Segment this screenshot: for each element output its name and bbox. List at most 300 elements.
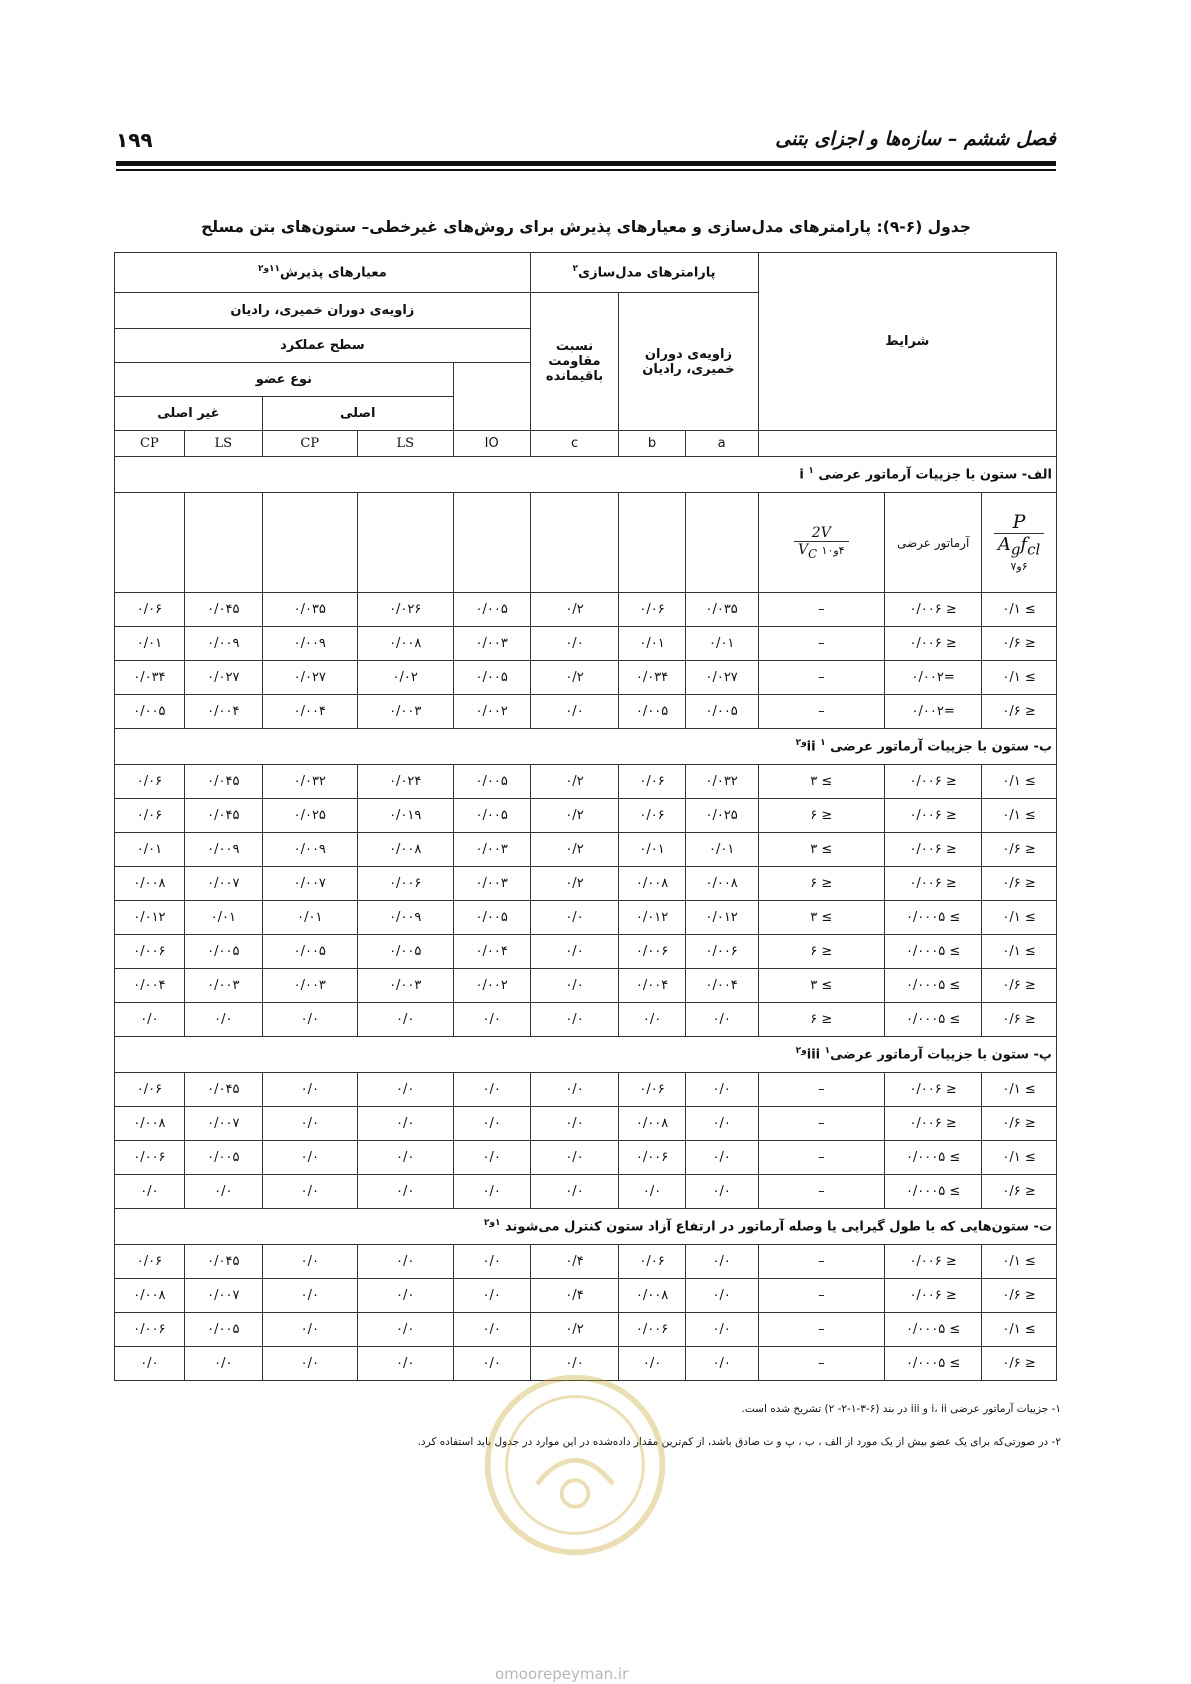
shear-ratio-den	[794, 542, 849, 561]
table-cell: ۰/۰۰۶	[115, 1141, 185, 1175]
col-label-c: c	[530, 431, 619, 457]
table-cell: ۰/۰۰۶	[115, 935, 185, 969]
table-cell: ≤ ۰/۶	[982, 1107, 1057, 1141]
table-cell: ۰/۰	[453, 1279, 530, 1313]
table-cell: ۰/۰۱۲	[619, 901, 685, 935]
io-spacer	[453, 363, 530, 431]
table-cell: ۰/۰۰۹	[357, 901, 453, 935]
table-cell: ۰/۰	[184, 1347, 262, 1381]
table-cell: ۰/۰	[453, 1107, 530, 1141]
table-cell: ۰/۰	[357, 1347, 453, 1381]
table-cell: ≥ ۰/۱	[982, 901, 1057, 935]
section-title-text: ب- ستون با جزییات آرماتور عرضی ii	[806, 739, 1052, 755]
table-cell: ۰/۰	[530, 1003, 619, 1037]
table-row	[115, 1107, 1057, 1141]
conditions-label-spacer	[758, 431, 1056, 457]
table-cell: ۰/۰۰۸	[115, 1107, 185, 1141]
table-cell: ۰/۰۰۳	[357, 969, 453, 1003]
table-cell: ۰/۰۶	[115, 799, 185, 833]
table-cell: ۰/۰۰۵	[685, 695, 758, 729]
table-cell: ۰/۰	[262, 1313, 357, 1347]
table-cell: ۰/۰	[619, 1347, 685, 1381]
table-cell: ۰/۰	[685, 1141, 758, 1175]
table-cell: ۰/۰۳۲	[262, 765, 357, 799]
table-cell: ۰/۰۰۷	[184, 867, 262, 901]
table-cell: ≤ ۰/۶	[982, 1003, 1057, 1037]
table-cell: ۰/۰	[530, 1107, 619, 1141]
acceptance-criteria-table	[114, 252, 1057, 1381]
table-row	[115, 1073, 1057, 1107]
table-cell: ۰/۰۳۵	[685, 593, 758, 627]
table-row	[115, 935, 1057, 969]
section-title-text: پ- ستون با جزییات آرماتور عرضیiii	[806, 1047, 1052, 1063]
table-cell: ≥ ۳	[758, 969, 885, 1003]
table-cell: ۰/۰۰۵	[184, 935, 262, 969]
table-cell: ۰/۰۲۴	[357, 765, 453, 799]
table-cell: ۰/۰۲۶	[357, 593, 453, 627]
axial-ratio-header	[982, 493, 1057, 593]
table-cell: ≥ ۰/۱	[982, 935, 1057, 969]
table-cell: ≤ ۶	[758, 1003, 885, 1037]
table-cell: ۰/۰۳۴	[115, 661, 185, 695]
table-cell: ۰/۰	[262, 1347, 357, 1381]
table-cell: ۰/۰۶	[619, 593, 685, 627]
table-cell: ۰/۰۰۹	[262, 833, 357, 867]
table-cell: ۰/۰	[357, 1003, 453, 1037]
section-title-text: ت- ستون‌هایی که با طول گیرایی یا وصله آرماتور در ارتفاع آزاد ستون کنترل می‌شوند	[505, 1219, 1052, 1235]
table-cell: ۰/۰۰۵	[453, 765, 530, 799]
table-cell: ۰/۰۰۵	[453, 661, 530, 695]
table-cell: =۰/۰۰۲	[885, 695, 982, 729]
table-cell: ۰/۰۰۶	[619, 935, 685, 969]
table-cell: ۰/۰	[530, 627, 619, 661]
table-cell: ≥ ۰/۱	[982, 1245, 1057, 1279]
table-cell: ۰/۰۱۲	[115, 901, 185, 935]
modeling-params-label: پارامترهای مدل‌سازی	[578, 265, 716, 281]
col-label-a: a	[685, 431, 758, 457]
residual-strength-header: نسبت مقاومت باقیمانده	[530, 293, 619, 431]
table-cell: –	[758, 1279, 885, 1313]
col-label-ls-secondary: LS	[184, 431, 262, 457]
table-cell: ۰/۰	[685, 1073, 758, 1107]
table-row	[115, 901, 1057, 935]
table-cell: ۰/۰۶	[619, 1245, 685, 1279]
parameter-header-spacer	[262, 493, 357, 593]
table-cell: ≤ ۰/۰۰۶	[885, 593, 982, 627]
table-cell: ۰/۰	[619, 1003, 685, 1037]
shear-ratio-num: 2V	[794, 525, 849, 542]
table-cell: ۰/۰۲۷	[262, 661, 357, 695]
table-cell: ۰/۰۰۶	[619, 1141, 685, 1175]
axial-ratio-den-f-sub: cl	[1027, 540, 1041, 559]
table-cell: ۰/۰۰۳	[453, 833, 530, 867]
table-cell: ≤ ۰/۰۰۶	[885, 1073, 982, 1107]
table-cell: ۰/۰	[115, 1175, 185, 1209]
table-cell: ۰/۰۶	[619, 799, 685, 833]
table-cell: ۰/۰۰۵	[453, 593, 530, 627]
table-cell: ۰/۰۰۶	[115, 1313, 185, 1347]
table-cell: ۰/۰	[685, 1347, 758, 1381]
table-caption: جدول (۶-۹): پارامترهای مدل‌سازی و معیارهای پذیرش برای روش‌های غیرخطی– ستون‌های بتن مسلح	[201, 218, 971, 236]
table-cell: ۰/۰۰۶	[685, 935, 758, 969]
table-cell: ۰/۰	[262, 1003, 357, 1037]
table-cell: ۰/۰۰۹	[262, 627, 357, 661]
table-row	[115, 1141, 1057, 1175]
table-cell: ≤ ۰/۰۰۶	[885, 765, 982, 799]
table-cell: ۰/۰۳۴	[619, 661, 685, 695]
table-cell: ۰/۰	[685, 1175, 758, 1209]
table-cell: –	[758, 1313, 885, 1347]
table-row	[115, 593, 1057, 627]
table-cell: ۰/۰	[453, 1175, 530, 1209]
table-cell: ۰/۲	[530, 799, 619, 833]
table-cell: ۰/۰	[357, 1141, 453, 1175]
table-cell: ≤ ۰/۰۰۶	[885, 867, 982, 901]
footnote-1: ۱- جزییات آرماتور عرضی i، ii و iii در بند (۶-۳-۱-۲- ۲) تشریح شده است.	[741, 1403, 1061, 1415]
page-header	[116, 128, 1056, 156]
table-row	[115, 765, 1057, 799]
table-cell: ۰/۰۲۷	[184, 661, 262, 695]
section-title-sup: ۱و۲	[483, 1218, 501, 1229]
table-row	[115, 799, 1057, 833]
col-label-b: b	[619, 431, 685, 457]
table-cell: ۰/۲	[530, 867, 619, 901]
table-cell: ≤ ۰/۶	[982, 1175, 1057, 1209]
table-cell: ۰/۰۶	[115, 1245, 185, 1279]
table-cell: ۰/۰۰۸	[619, 1107, 685, 1141]
table-row	[115, 627, 1057, 661]
table-cell: ۰/۰	[262, 1175, 357, 1209]
parameter-header-spacer	[530, 493, 619, 593]
table-cell: ۰/۲	[530, 661, 619, 695]
table-cell: ۰/۰۰۷	[184, 1107, 262, 1141]
table-cell: ۰/۰	[115, 1003, 185, 1037]
table-cell: ۰/۰	[453, 1313, 530, 1347]
table-cell: ۰/۰	[530, 901, 619, 935]
table-cell: ۰/۰۰۴	[115, 969, 185, 1003]
secondary-header: غیر اصلی	[115, 397, 263, 431]
table-cell: –	[758, 1175, 885, 1209]
table-cell: ≥ ۳	[758, 833, 885, 867]
table-cell: ≤ ۰/۶	[982, 867, 1057, 901]
table-cell: ۰/۰	[530, 935, 619, 969]
table-cell: ۰/۰	[685, 1279, 758, 1313]
acceptance-criteria-header	[115, 253, 531, 293]
table-cell: ۰/۰	[530, 1073, 619, 1107]
table-cell: ۰/۰۶	[619, 1073, 685, 1107]
table-cell: ۰/۰۲۵	[262, 799, 357, 833]
table-cell: ≥ ۰/۰۰۰۵	[885, 969, 982, 1003]
table-cell: ≥ ۰/۰۰۰۵	[885, 1313, 982, 1347]
table-cell: ۰/۰۲۷	[685, 661, 758, 695]
table-cell: ۰/۰	[357, 1175, 453, 1209]
table-cell: ۰/۰۱	[619, 627, 685, 661]
table-cell: ۰/۰۱۹	[357, 799, 453, 833]
modeling-params-header	[530, 253, 758, 293]
table-cell: ≥ ۳	[758, 765, 885, 799]
table-cell: ≤ ۰/۰۰۶	[885, 1279, 982, 1313]
table-cell: ۰/۰	[619, 1175, 685, 1209]
table-cell: ۰/۰	[530, 1175, 619, 1209]
col-label-cp-primary: CP	[262, 431, 357, 457]
table-cell: ۰/۰	[685, 1245, 758, 1279]
table-cell: ≤ ۶	[758, 935, 885, 969]
table-cell: ۰/۰۱	[115, 627, 185, 661]
table-cell: ۰/۰۰۴	[184, 695, 262, 729]
table-cell: ≥ ۰/۱	[982, 1141, 1057, 1175]
table-cell: ≥ ۰/۱	[982, 765, 1057, 799]
table-cell: ۰/۰۰۴	[262, 695, 357, 729]
footnote-2: ۲- در صورتی‌که برای یک عضو بیش از یک مورد از الف ، ب ، پ و ت صادق باشد، از کم‌ترین مقدار داده‌شده در این موارد در جدول باید استفاده کرد.	[417, 1436, 1061, 1448]
table-cell: ≥ ۰/۱	[982, 1073, 1057, 1107]
table-cell: ۰/۰۱	[685, 627, 758, 661]
table-row	[115, 1279, 1057, 1313]
table-cell: ۰/۰۰۷	[262, 867, 357, 901]
header-rule-thin	[116, 169, 1056, 171]
table-cell: ۰/۰۰۵	[619, 695, 685, 729]
axial-ratio-den	[994, 534, 1044, 559]
table-cell: ۰/۰	[184, 1175, 262, 1209]
table-cell: ≤ ۰/۰۰۶	[885, 627, 982, 661]
table-row	[115, 1003, 1057, 1037]
axial-ratio-den-a: A	[997, 534, 1011, 556]
section-title-sup: ۱و۲	[795, 738, 826, 749]
table-cell: ۰/۰	[115, 1347, 185, 1381]
table-cell: ≤ ۰/۶	[982, 1347, 1057, 1381]
table-cell: ≥ ۰/۰۰۰۵	[885, 1141, 982, 1175]
table-cell: ۰/۰۱	[619, 833, 685, 867]
table-cell: ۰/۰۳۵	[262, 593, 357, 627]
table-row	[115, 867, 1057, 901]
parameter-header-spacer	[115, 493, 185, 593]
axial-ratio-note: ۶و۷	[1010, 559, 1028, 573]
section-title	[115, 1209, 1057, 1245]
section-title	[115, 1037, 1057, 1073]
table-cell: ۰/۰۰۳	[453, 627, 530, 661]
section-title-row	[115, 1209, 1057, 1245]
table-cell: ≤ ۶	[758, 799, 885, 833]
table-cell: ۰/۰۴۵	[184, 593, 262, 627]
table-cell: ≥ ۳	[758, 901, 885, 935]
table-cell: ۰/۰۰۷	[184, 1279, 262, 1313]
table-cell: ≥ ۰/۱	[982, 661, 1057, 695]
table-cell: ۰/۰۴۵	[184, 799, 262, 833]
table-cell: ۰/۰۶	[115, 1073, 185, 1107]
table-cell: ۰/۰	[357, 1313, 453, 1347]
table-cell: ≤ ۰/۶	[982, 833, 1057, 867]
table-cell: ۰/۰۱	[262, 901, 357, 935]
parameter-header-spacer	[453, 493, 530, 593]
member-type-header: نوع عضو	[115, 363, 454, 397]
table-cell: ۰/۰	[530, 1141, 619, 1175]
table-cell: ۰/۰۶	[115, 593, 185, 627]
table-cell: ≤ ۰/۰۰۶	[885, 799, 982, 833]
table-cell: ۰/۰۱	[115, 833, 185, 867]
table-row	[115, 1245, 1057, 1279]
table-cell: ۰/۰۱	[184, 901, 262, 935]
table-cell: ۰/۰۱	[685, 833, 758, 867]
table-cell: ۰/۰۰۵	[184, 1141, 262, 1175]
table-cell: ۰/۰	[357, 1107, 453, 1141]
shear-ratio-fraction	[794, 525, 849, 561]
section-title	[115, 457, 1057, 493]
table-cell: ≥ ۰/۰۰۰۵	[885, 1175, 982, 1209]
modeling-params-sup: ۲	[572, 264, 579, 275]
table-cell: –	[758, 1073, 885, 1107]
table-cell: ۰/۰۰۵	[262, 935, 357, 969]
table-cell: –	[758, 695, 885, 729]
table-cell: ۰/۰۰۹	[184, 833, 262, 867]
publisher-seal-watermark	[480, 1370, 670, 1560]
table-cell: ۰/۰۲	[357, 661, 453, 695]
table-cell: ۰/۰۰۸	[619, 867, 685, 901]
table-cell: ۰/۰۰۳	[262, 969, 357, 1003]
table-cell: ۰/۰	[357, 1279, 453, 1313]
axial-ratio-num: P	[994, 511, 1044, 534]
acceptance-criteria-label: معیارهای پذیرش	[280, 265, 387, 281]
table-cell: ۰/۰۴۵	[184, 765, 262, 799]
table-cell: ۰/۰۰۴	[685, 969, 758, 1003]
table-cell: ۰/۰۰۶	[619, 1313, 685, 1347]
table-cell: ≥ ۰/۰۰۰۵	[885, 935, 982, 969]
table-cell: ۰/۰۰۵	[184, 1313, 262, 1347]
section-title-text: الف- ستون با جزییات آرماتور عرضی i	[799, 467, 1052, 483]
table-row	[115, 1313, 1057, 1347]
table-cell: ۰/۲	[530, 765, 619, 799]
plastic-rotation-header: زاویه‌ی دوران خمیری، رادیان	[115, 293, 531, 329]
section-title-row	[115, 729, 1057, 765]
table-cell: ۰/۰	[453, 1073, 530, 1107]
table-cell: ۰/۴	[530, 1279, 619, 1313]
section-title-row	[115, 1037, 1057, 1073]
table-cell: –	[758, 1107, 885, 1141]
table-cell: ۰/۰۰۶	[357, 867, 453, 901]
table-cell: ≥ ۰/۰۰۰۵	[885, 901, 982, 935]
table-cell: ۰/۰	[453, 1245, 530, 1279]
plastic-rotation-ab-header: زاویه‌ی دوران خمیری، رادیان	[619, 293, 758, 431]
table-row	[115, 833, 1057, 867]
axial-ratio-fraction	[994, 511, 1044, 574]
table-cell: ۰/۲	[530, 593, 619, 627]
parameter-header-spacer	[357, 493, 453, 593]
table-cell: ۰/۰	[530, 969, 619, 1003]
table-cell: ۰/۰۰۸	[115, 1279, 185, 1313]
table-cell: ≥ ۰/۱	[982, 593, 1057, 627]
shear-ratio-note: ۴و۱۰	[821, 543, 845, 557]
table-cell: ۰/۰	[453, 1141, 530, 1175]
table-cell: =۰/۰۰۲	[885, 661, 982, 695]
table-cell: ≥ ۰/۱	[982, 799, 1057, 833]
conditions-header: شرایط	[758, 253, 1056, 431]
table-cell: ۰/۰۰۹	[184, 627, 262, 661]
page-number: ۱۹۹	[116, 128, 153, 152]
table-cell: –	[758, 627, 885, 661]
col-label-io: IO	[453, 431, 530, 457]
table-cell: ۰/۰۰۲	[453, 695, 530, 729]
table-cell: ۰/۰۱۲	[685, 901, 758, 935]
table-cell: ≤ ۰/۰۰۶	[885, 1245, 982, 1279]
table-cell: ۰/۰۰۴	[619, 969, 685, 1003]
table-cell: ۰/۰	[685, 1313, 758, 1347]
table-cell: ۰/۰	[262, 1279, 357, 1313]
col-label-ls-primary: LS	[357, 431, 453, 457]
section-title-row	[115, 457, 1057, 493]
table-cell: ۰/۰۰۳	[184, 969, 262, 1003]
table-cell: ≤ ۶	[758, 867, 885, 901]
parameter-header-spacer	[619, 493, 685, 593]
transverse-header: آرماتور عرضی	[885, 493, 982, 593]
acceptance-criteria-sup: ۱۱و۲	[257, 264, 281, 275]
table-cell: ≤ ۰/۶	[982, 1279, 1057, 1313]
table-cell: ۰/۰	[262, 1141, 357, 1175]
table-cell: ۰/۰۳۲	[685, 765, 758, 799]
primary-header: اصلی	[262, 397, 453, 431]
table-cell: ۰/۴	[530, 1245, 619, 1279]
header-rule-thick	[116, 161, 1056, 166]
shear-ratio-den-sub: C	[808, 546, 818, 561]
table-cell: ۰/۰۴۵	[184, 1245, 262, 1279]
table-cell: ۰/۰	[262, 1073, 357, 1107]
axial-ratio-den-f: f	[1020, 534, 1028, 556]
table-cell: ۰/۰	[262, 1245, 357, 1279]
table-cell: ۰/۰	[453, 1347, 530, 1381]
table-cell: ۰/۰	[453, 1003, 530, 1037]
table-row	[115, 1175, 1057, 1209]
shear-ratio-header	[758, 493, 885, 593]
table-cell: ۰/۰	[685, 1107, 758, 1141]
section-title	[115, 729, 1057, 765]
table-cell: ۰/۰۰۵	[115, 695, 185, 729]
table-cell: ۰/۰۶	[115, 765, 185, 799]
table-cell: ۰/۰۰۸	[357, 627, 453, 661]
table-cell: ≥ ۰/۰۰۰۵	[885, 1003, 982, 1037]
table-cell: ۰/۰۶	[619, 765, 685, 799]
table-cell: ≤ ۰/۶	[982, 969, 1057, 1003]
table-cell: ۰/۰	[685, 1003, 758, 1037]
table-cell: ۰/۰۲۵	[685, 799, 758, 833]
table-cell: ۰/۰	[357, 1073, 453, 1107]
table-cell: ۰/۰۰۸	[357, 833, 453, 867]
parameter-header-spacer	[184, 493, 262, 593]
table-cell: ۰/۰۰۸	[619, 1279, 685, 1313]
table-cell: ۰/۲	[530, 833, 619, 867]
table-cell: ۰/۰۰۳	[357, 695, 453, 729]
table-cell: ۰/۰	[530, 695, 619, 729]
table-cell: ۰/۰۰۸	[685, 867, 758, 901]
shear-ratio-den-v: V	[798, 541, 809, 558]
table-cell: ۰/۰۰۳	[453, 867, 530, 901]
table-cell: ≤ ۰/۶	[982, 695, 1057, 729]
table-cell: ۰/۰۰۸	[115, 867, 185, 901]
table-row	[115, 695, 1057, 729]
col-label-cp-secondary: CP	[115, 431, 185, 457]
table-cell: –	[758, 1141, 885, 1175]
table-cell: ۰/۰۴۵	[184, 1073, 262, 1107]
table-cell: ۰/۰	[262, 1107, 357, 1141]
table-cell: ۰/۰۰۵	[357, 935, 453, 969]
section-title-sup: ۱و۲	[795, 1046, 831, 1057]
section-title-sup: ۱	[808, 466, 814, 477]
table-cell: –	[758, 1245, 885, 1279]
parameter-header-spacer	[685, 493, 758, 593]
table-cell: ≤ ۰/۶	[982, 627, 1057, 661]
table-cell: ۰/۰	[530, 1347, 619, 1381]
table-row	[115, 969, 1057, 1003]
performance-level-header: سطح عملکرد	[115, 329, 531, 363]
table-cell: –	[758, 1347, 885, 1381]
table-cell: ۰/۰	[357, 1245, 453, 1279]
parameter-header-row	[115, 493, 1057, 593]
